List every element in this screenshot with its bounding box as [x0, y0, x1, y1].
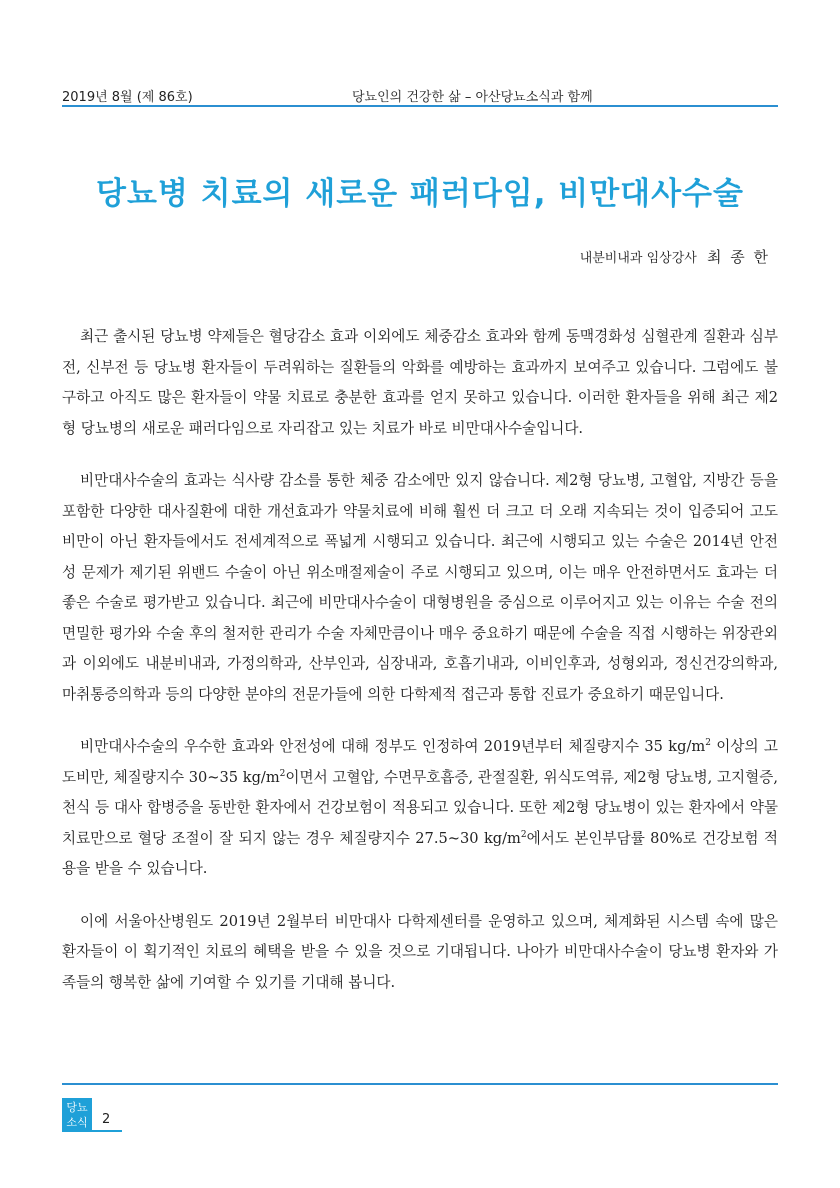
header-divider — [62, 105, 778, 107]
paragraph-3-part-d: 에서도 본인부담률 80%로 건강보험 적용을 받을 수 있습니다. — [62, 829, 778, 877]
page-number: 2 — [102, 1112, 111, 1127]
superscript-2: 2 — [279, 768, 286, 779]
footer-divider — [62, 1083, 778, 1085]
author-affiliation: 내분비내과 임상강사 — [579, 251, 697, 266]
paragraph-4: 이에 서울아산병원도 2019년 2월부터 비만대사 다학제센터를 운영하고 있으며, 체계화된 시스템 속에 많은 환자들이 이 획기적인 치료의 혜택을 받을 수 있을 것으로 기대됩니다. 나아가 비만대사수술이 당뇨병 환자와 가족들의 행복한 삶에 기여할 수 있기를 기대해 봅니다. — [62, 912, 778, 991]
byline — [580, 246, 770, 267]
newsletter-badge — [62, 1098, 92, 1132]
article-body — [62, 322, 778, 1020]
superscript-2: 2 — [705, 738, 711, 749]
author-name: 최 종 한 — [706, 248, 770, 266]
series-title: 당뇨인의 건강한 삶 – 아산당뇨소식과 함께 — [352, 90, 593, 105]
issue-label: 2019년 8월 (제 86호) — [62, 90, 193, 105]
badge-line-1: 당뇨 — [66, 1101, 88, 1114]
article-title: 당뇨병 치료의 새로운 패러다임, 비만대사수술 — [96, 176, 744, 212]
page-number-underline — [92, 1130, 122, 1132]
paragraph-2: 비만대사수술의 효과는 식사량 감소를 통한 체중 감소에만 있지 않습니다. 제2형 당뇨병, 고혈압, 지방간 등을 포함한 다양한 대사질환에 대한 개선효과가 약물치료에 비해 훨씬 더 크고 더 오래 지속되는 것이 입증되어 고도비만이 아닌 환자들에서도 전세계적으로 폭넓게 시행되고 있습니다. 최근에 시행되고 있는 수술은 2014년 안전성 문제가 제기된 위밴드 수술이 아닌 위소매절제술이 주로 시행되고 있으며, 이는 매우 안전하면서도 효과는 더 좋은 수술로 평가받고 있습니다. 최근에 비만대사수술이 대형병원을 중심으로 이루어지고 있는 이유는 수술 전의 면밀한 평가와 수술 후의 철저한 관리가 수술 자체만큼이나 매우 중요하기 때문에 수술을 직접 시행하는 위장관외과 이외에도 내분비내과, 가정의학과, 산부인과, 심장내과, 호흡기내과, 이비인후과, 성형외과, 정신건강의학과, 마취통증의학과 등의 다양한 분야의 전문가들에 의한 다학제적 접근과 통합 진료가 중요하기 때문입니다. — [62, 472, 778, 703]
paragraph-3 — [62, 732, 778, 885]
superscript-2: 2 — [520, 829, 527, 840]
badge-line-2: 소식 — [66, 1116, 88, 1129]
paragraph-3-part-b: 이상의 고도비만, 체질량지수 30~35 kg/m — [62, 738, 778, 786]
paragraph-3-part-a: 비만대사수술의 우수한 효과와 안전성에 대해 정부도 인정하여 2019년부터 체질량지수 35 kg/m — [80, 738, 706, 755]
paragraph-1: 최근 출시된 당뇨병 약제들은 혈당감소 효과 이외에도 체중감소 효과와 함께 동맥경화성 심혈관계 질환과 심부전, 신부전 등 당뇨병 환자들이 두려워하는 질환들의 악화를 예방하는 효과까지 보여주고 있습니다. 그럼에도 불구하고 아직도 많은 환자들이 약물 치료로 충분한 효과를 얻지 못하고 있습니다. 이러한 환자들을 위해 최근 제2형 당뇨병의 새로운 패러다임으로 자리잡고 있는 치료가 바로 비만대사수술입니다. — [62, 328, 778, 437]
paragraph-3-part-c: 이면서 고혈압, 수면무호흡증, 관절질환, 위식도역류, 제2형 당뇨병, 고지혈증, 천식 등 대사 합병증을 동반한 환자에서 건강보험이 적용되고 있습니다. 또한 제2형 당뇨병이 있는 환자에서 약물치료만으로 혈당 조절이 잘 되지 않는 경우 체질량지수 27.5~30 kg/m — [62, 768, 778, 847]
